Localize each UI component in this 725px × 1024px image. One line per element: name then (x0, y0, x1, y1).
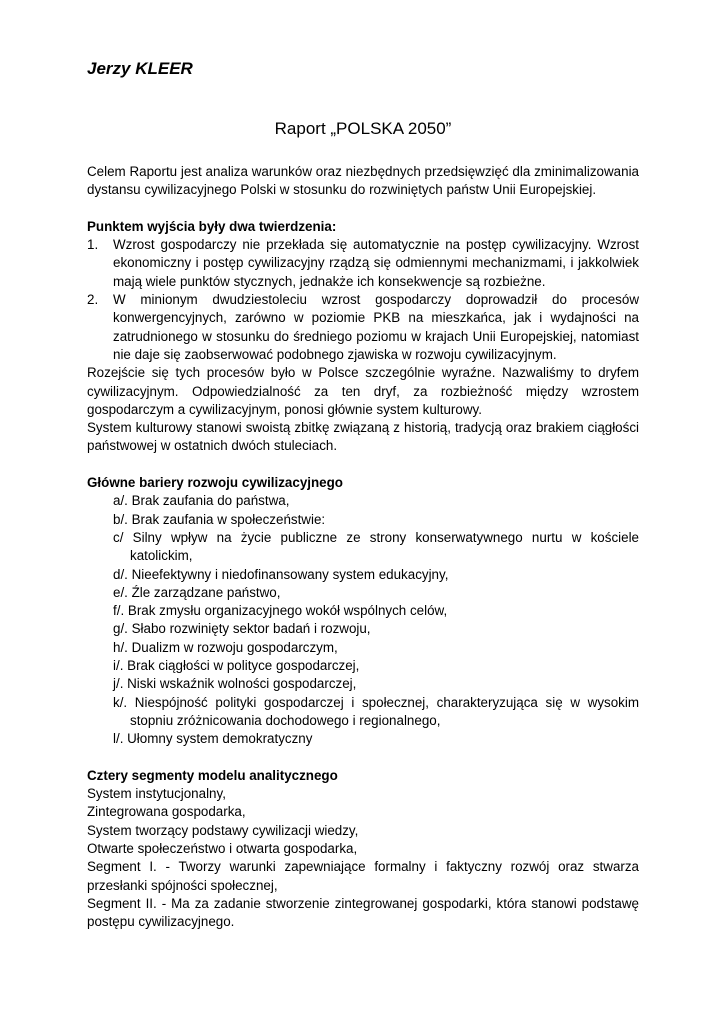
barrier-item: f/. Brak zmysłu organizacyjnego wokół wspólnych celów, (113, 603, 448, 619)
segment-item: Segment II. - Ma za zadanie stworzenie zintegrowanej gospodarki, która stanowi podstawę postępu cywilizacyjnego. (87, 895, 639, 930)
barrier-item: b/. Brak zaufania w społeczeństwie: (113, 511, 326, 527)
barrier-item: g/. Słabo rozwinięty sektor badań i rozwoju, (113, 621, 371, 637)
intro-paragraph: Celem Raportu jest analiza warunków oraz niezbędnych przedsięwzięć dla zminimalizowania dystansu cywilizacyjnego Polski w stosunku do rozwiniętych państw Unii Europejskiej. (87, 164, 639, 198)
thesis-text: Wzrost gospodarczy nie przekłada się automatycznie na postęp cywilizacyjny. Wzrost ekonomiczny i postęp cywilizacyjny rządzą się odmiennymi mechanizmami, i jakkolwiek mają wiele punktów stycznych, jednakże ich konsekwencje są rozbieżne. (113, 237, 639, 289)
segment-item: Segment I. - Tworzy warunki zapewniające formalny i faktyczny rozwój oraz stwarza przesłanki spójności społecznej, (87, 859, 639, 893)
body-paragraph: Rozejście się tych procesów było w Polsce szczególnie wyraźne. Nazwaliśmy to dryfem cywilizacyjnym. Odpowiedzialność za ten dryf, za rozbieżność między wzrostem gospodarczym a cywilizacyjnym, ponosi głównie system kulturowy. (87, 365, 639, 417)
barrier-item: k/. Niespójność polityki gospodarczej i społecznej, charakteryzująca się w wysokim stopniu zróżnicowania dochodowego i regionalnego, (113, 694, 639, 728)
thesis-number: 2. (87, 292, 99, 308)
document-body (87, 163, 639, 931)
barrier-item: a/. Brak zaufania do państwa, (113, 493, 290, 509)
report-title: Raport „POLSKA 2050” (274, 119, 452, 138)
segments-heading: Cztery segmenty modelu analitycznego (87, 767, 338, 783)
segment-item: System tworzący podstawy cywilizacji wiedzy, (87, 822, 359, 838)
segment-item: Otwarte społeczeństwo i otwarta gospodarka, (87, 840, 358, 856)
barriers-heading: Główne bariery rozwoju cywilizacyjnego (87, 475, 343, 491)
barrier-item: d/. Nieefektywny i niedofinansowany system edukacyjny, (113, 566, 449, 582)
thesis-text: W minionym dwudziestoleciu wzrost gospodarczy doprowadził do procesów konwergencyjnych, zarówno w poziomie PKB na mieszkańca, jak i wydajności na zatrudnionego w stosunku do średniego poziomu w krajach Unii Europejskiej, natomiast nie daje się zaobserwować podobnego zjawiska w rozwoju cywilizacyjnym. (113, 292, 639, 362)
barrier-item: c/ Silny wpływ na życie publiczne ze strony konserwatywnego nurtu w kościele katolickim, (113, 529, 639, 564)
thesis-item (87, 291, 639, 364)
thesis-item (87, 236, 639, 291)
barrier-item: j/. Niski wskaźnik wolności gospodarczej, (113, 676, 357, 692)
barrier-item: h/. Dualizm w rozwoju gospodarczym, (113, 639, 338, 655)
body-paragraph: System kulturowy stanowi swoistą zbitkę związaną z historią, tradycją oraz brakiem ciągłości państwowej w ostatnich dwóch stuleciach. (87, 420, 639, 454)
theses-heading: Punktem wyjścia były dwa twierdzenia: (87, 218, 337, 234)
segment-item: Zintegrowana gospodarka, (87, 804, 246, 820)
segment-item: System instytucjonalny, (87, 786, 226, 802)
barrier-item: e/. Źle zarządzane państwo, (113, 584, 281, 600)
thesis-number: 1. (87, 237, 99, 253)
author-name: Jerzy KLEER (87, 59, 193, 78)
barrier-item: i/. Brak ciągłości w polityce gospodarczej, (113, 658, 360, 674)
barrier-item: l/. Ułomny system demokratyczny (113, 731, 313, 747)
